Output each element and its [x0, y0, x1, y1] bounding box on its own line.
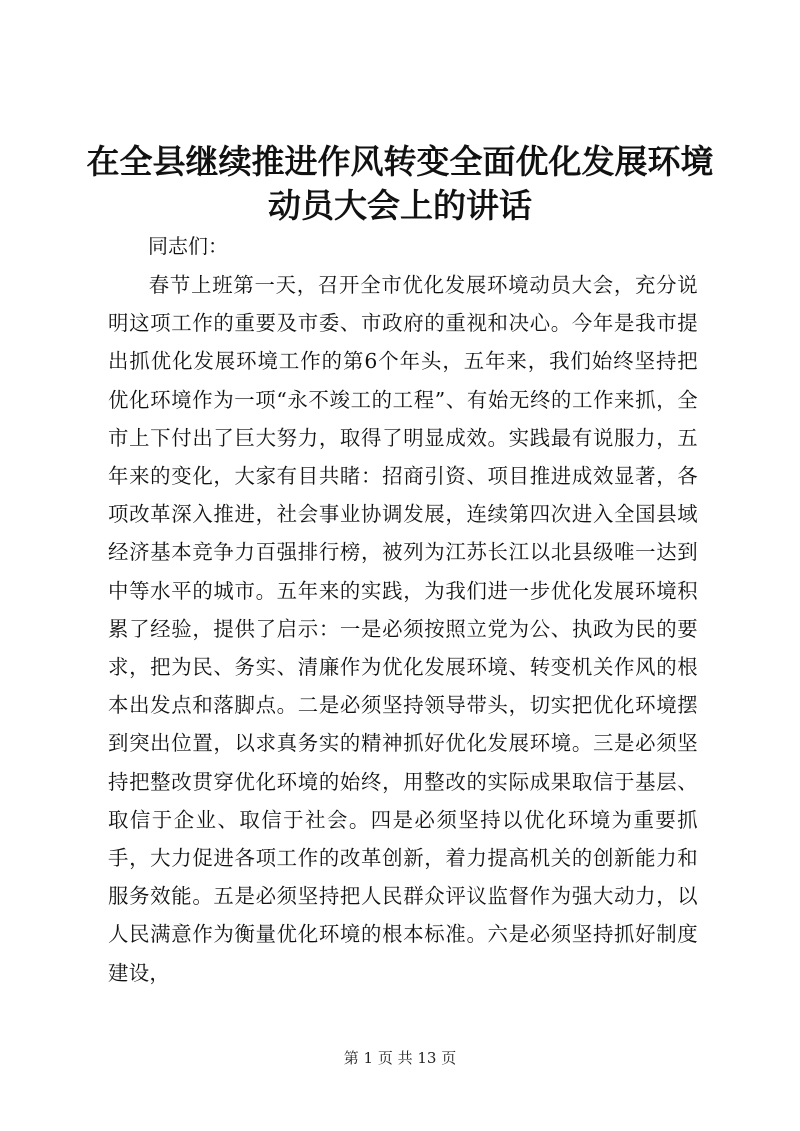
body-paragraph: 春节上班第一天，召开全市优化发展环境动员大会，充分说明这项工作的重要及市委、市政府的重视和决心。今年是我市提出抓优化发展环境工作的第6个年头，五年来，我们始终坚持把优化环境作为一项“永不竣工的工程”、有始无终的工作来抓，全市上下付出了巨大努力，取得了明显成效。实践最有说服力，五年来的变化，大家有目共睹：招商引资、项目推进成效显著，各项改革深入推进，社会事业协调发展，连续第四次进入全国县域经济基本竞争力百强排行榜，被列为江苏长江以北县级唯一达到中等水平的城市。五年来的实践，为我们进一步优化发展环境积累了经验，提供了启示：一是必须按照立党为公、执政为民的要求，把为民、务实、清廉作为优化发展环境、转变机关作风的根本出发点和落脚点。二是必须坚持领导带头，切实把优化环境摆到突出位置，以求真务实的精神抓好优化发展环境。三是必须坚持把整改贯穿优化环境的始终，用整改的实际成果取信于基层、取信于企业、取信于社会。四是必须坚持以优化环境为重要抓手，大力促进各项工作的改革创新，着力提高机关的创新能力和服务效能。五是必须坚持把人民群众评议监督作为强大动力，以人民满意作为衡量优化环境的根本标准。六是必须坚持抓好制度建设， — [108, 273, 698, 985]
page-footer: 第 1 页 共 13 页 — [343, 1049, 457, 1067]
salutation: 同志们： — [148, 234, 228, 258]
document-title: 在全县继续推进作风转变全面优化发展环境动员大会上的讲话 — [86, 142, 714, 225]
